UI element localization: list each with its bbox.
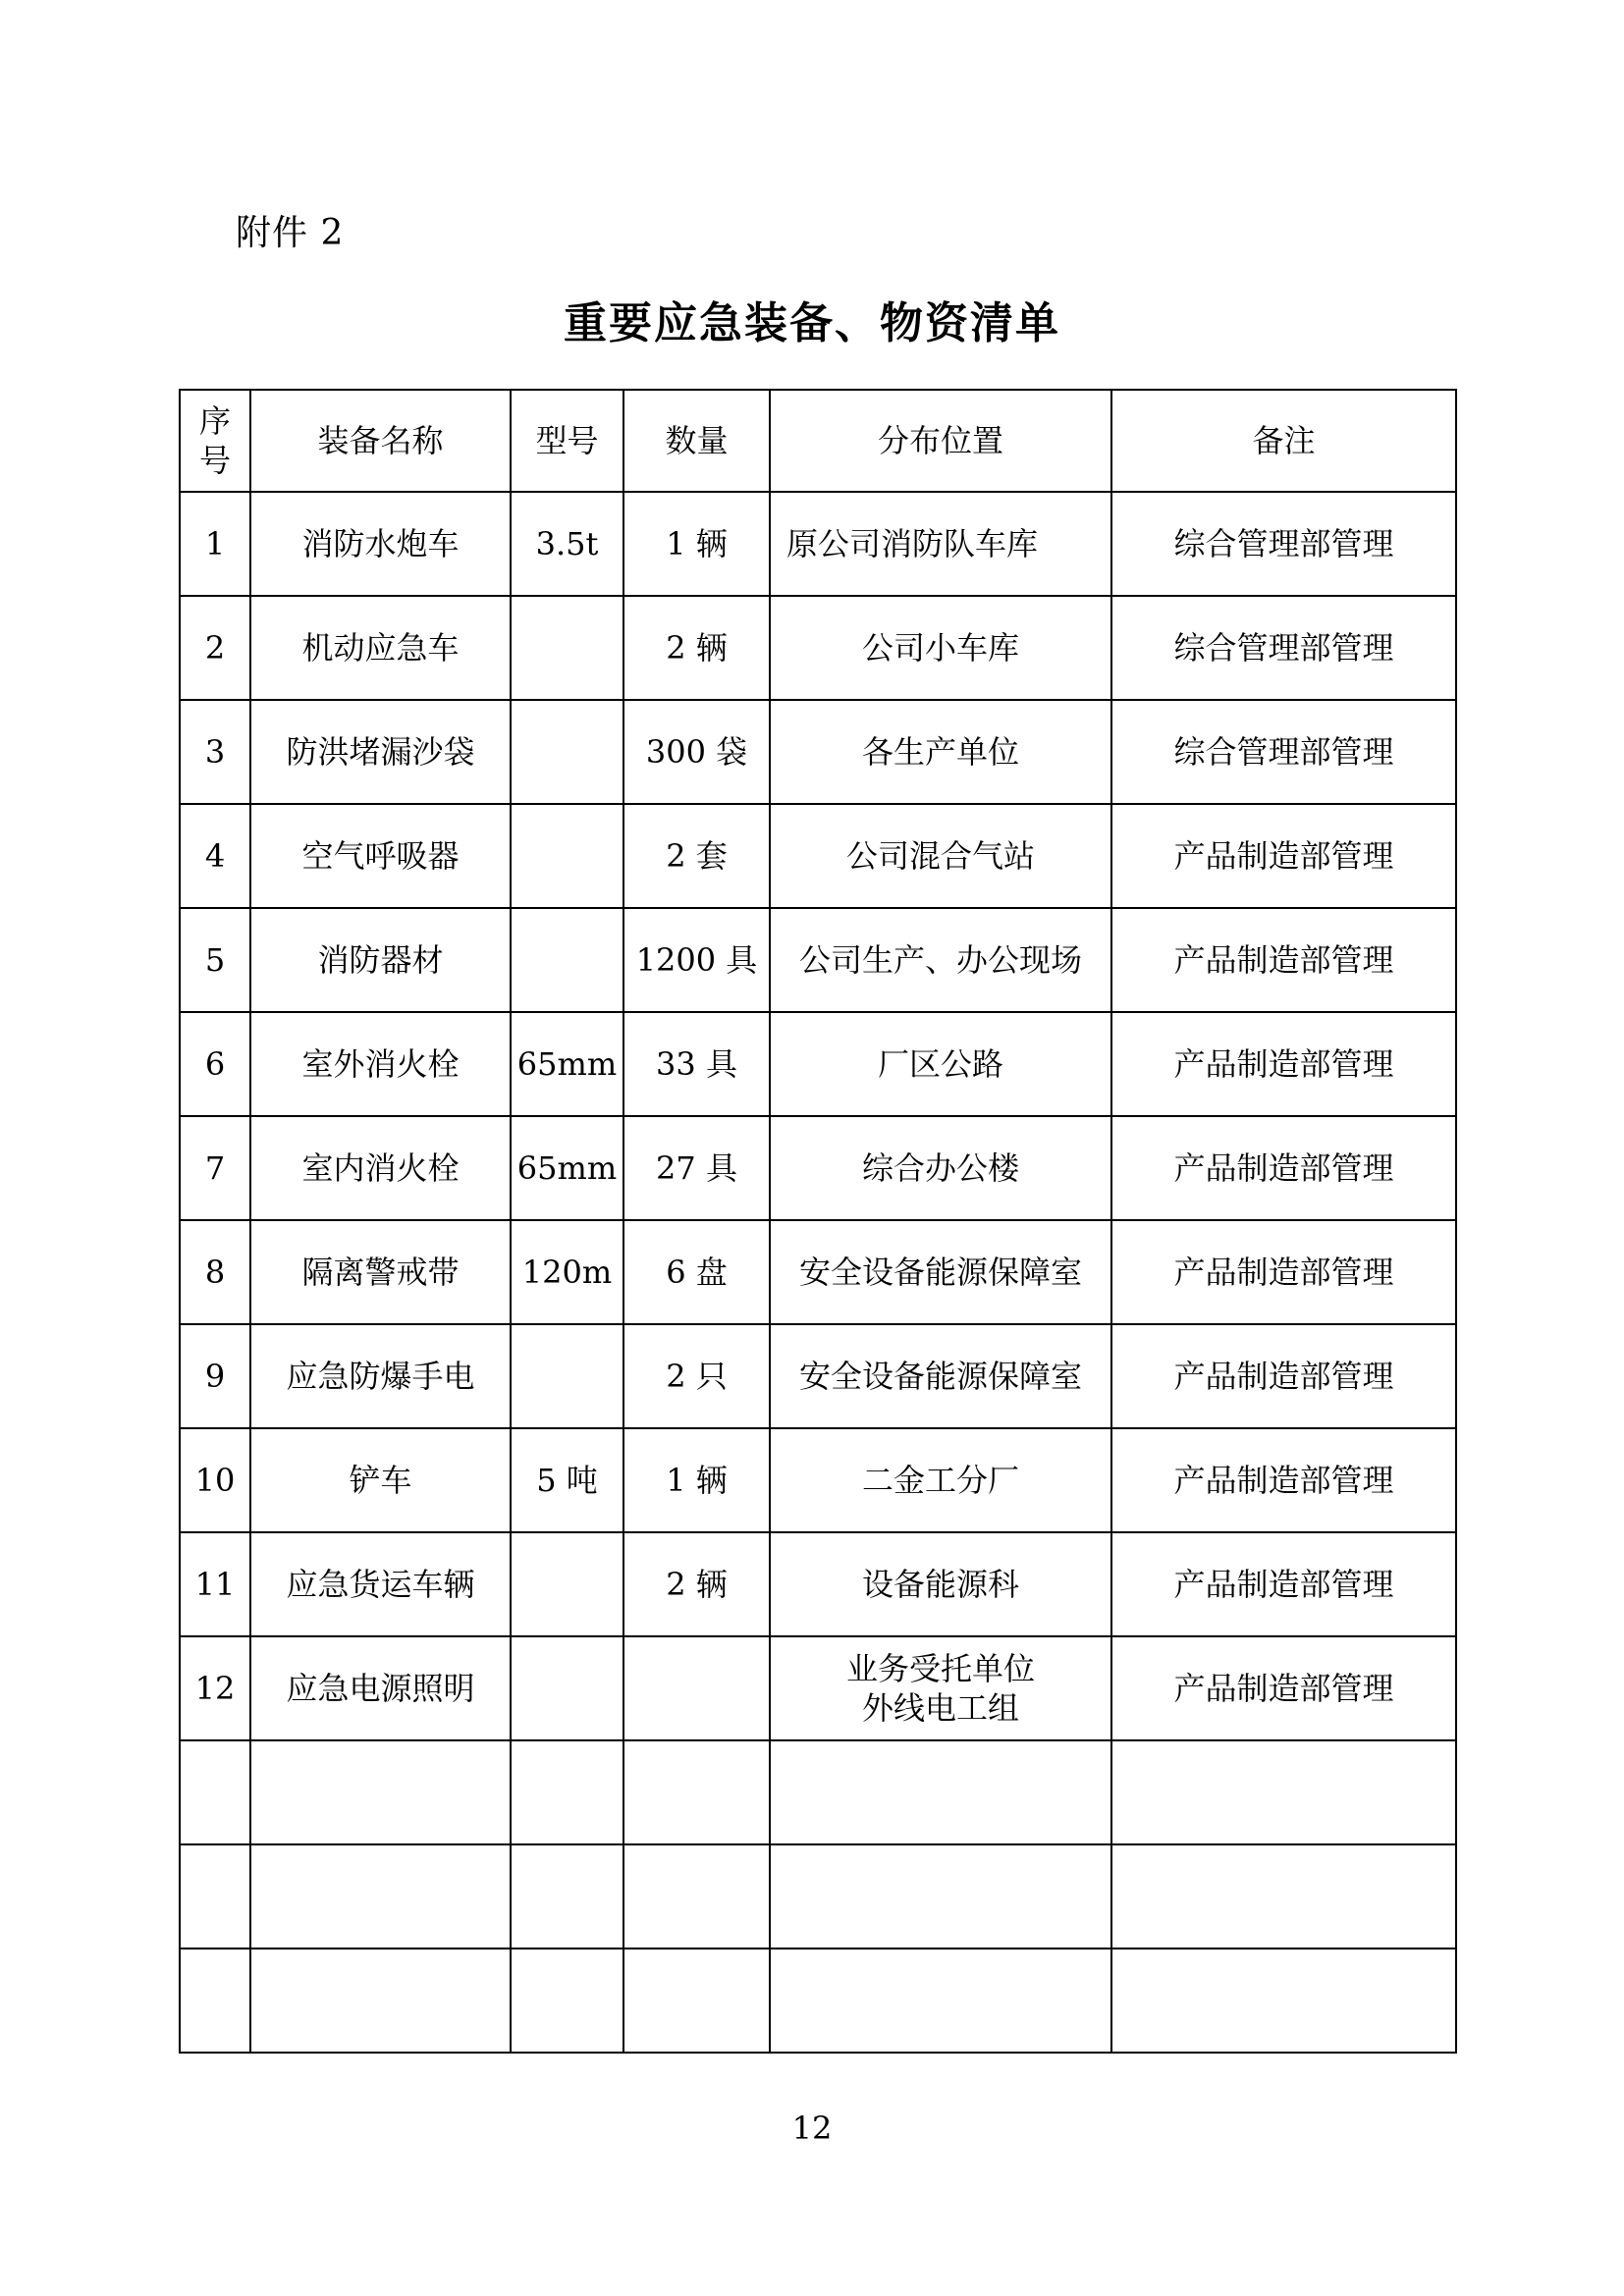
cell-quantity: 300 袋 xyxy=(623,700,770,804)
cell-seq: 8 xyxy=(180,1220,250,1324)
table-row xyxy=(180,908,1456,1012)
empty-cell xyxy=(180,1844,250,1949)
empty-table-row xyxy=(180,1949,1456,2053)
cell-model xyxy=(511,700,623,804)
cell-name: 机动应急车 xyxy=(250,596,511,700)
cell-quantity: 27 具 xyxy=(623,1116,770,1220)
cell-model xyxy=(511,804,623,908)
cell-name: 室内消火栓 xyxy=(250,1116,511,1220)
table-row xyxy=(180,1532,1456,1636)
empty-cell xyxy=(623,1740,770,1844)
table-header-row xyxy=(180,390,1456,492)
cell-name: 铲车 xyxy=(250,1428,511,1532)
header-seq xyxy=(180,390,250,492)
cell-remark: 产品制造部管理 xyxy=(1111,1116,1456,1220)
cell-quantity: 6 盘 xyxy=(623,1220,770,1324)
table-row xyxy=(180,1324,1456,1428)
cell-seq: 3 xyxy=(180,700,250,804)
header-model: 型号 xyxy=(511,390,623,492)
cell-location: 设备能源科 xyxy=(770,1532,1111,1636)
table-row xyxy=(180,1220,1456,1324)
attachment-label: 附件 2 xyxy=(236,213,345,253)
cell-name: 消防器材 xyxy=(250,908,511,1012)
cell-model: 65mm xyxy=(511,1012,623,1116)
header-remark: 备注 xyxy=(1111,390,1456,492)
table-row xyxy=(180,1012,1456,1116)
cell-seq: 6 xyxy=(180,1012,250,1116)
cell-location-line1: 业务受托单位 xyxy=(845,1650,1035,1687)
empty-cell xyxy=(511,1740,623,1844)
cell-location: 公司小车库 xyxy=(770,596,1111,700)
header-location: 分布位置 xyxy=(770,390,1111,492)
empty-cell xyxy=(1111,1740,1456,1844)
cell-name: 消防水炮车 xyxy=(250,492,511,596)
cell-seq: 9 xyxy=(180,1324,250,1428)
cell-location: 厂区公路 xyxy=(770,1012,1111,1116)
cell-seq: 1 xyxy=(180,492,250,596)
cell-model xyxy=(511,908,623,1012)
cell-name: 应急货运车辆 xyxy=(250,1532,511,1636)
cell-model: 5 吨 xyxy=(511,1428,623,1532)
cell-quantity: 2 套 xyxy=(623,804,770,908)
cell-model xyxy=(511,596,623,700)
empty-cell xyxy=(250,1949,511,2053)
cell-seq: 4 xyxy=(180,804,250,908)
cell-seq: 10 xyxy=(180,1428,250,1532)
cell-location: 安全设备能源保障室 xyxy=(770,1324,1111,1428)
empty-cell xyxy=(770,1949,1111,2053)
empty-cell xyxy=(770,1740,1111,1844)
cell-location xyxy=(770,1636,1111,1740)
header-seq-line2: 号 xyxy=(198,442,231,479)
cell-remark: 产品制造部管理 xyxy=(1111,1012,1456,1116)
table-row xyxy=(180,596,1456,700)
empty-table-row xyxy=(180,1844,1456,1949)
cell-seq: 11 xyxy=(180,1532,250,1636)
cell-seq: 5 xyxy=(180,908,250,1012)
cell-remark: 产品制造部管理 xyxy=(1111,908,1456,1012)
empty-cell xyxy=(511,1844,623,1949)
table-row xyxy=(180,1116,1456,1220)
empty-cell xyxy=(623,1949,770,2053)
cell-name: 防洪堵漏沙袋 xyxy=(250,700,511,804)
cell-model: 65mm xyxy=(511,1116,623,1220)
cell-location: 各生产单位 xyxy=(770,700,1111,804)
cell-remark: 产品制造部管理 xyxy=(1111,1636,1456,1740)
cell-model: 3.5t xyxy=(511,492,623,596)
cell-name: 应急防爆手电 xyxy=(250,1324,511,1428)
cell-quantity: 1 辆 xyxy=(623,1428,770,1532)
cell-quantity: 2 辆 xyxy=(623,596,770,700)
cell-location: 原公司消防队车库 xyxy=(770,492,1111,596)
cell-seq: 12 xyxy=(180,1636,250,1740)
cell-quantity: 2 辆 xyxy=(623,1532,770,1636)
cell-remark: 产品制造部管理 xyxy=(1111,1532,1456,1636)
cell-name: 空气呼吸器 xyxy=(250,804,511,908)
empty-table-row xyxy=(180,1740,1456,1844)
cell-quantity: 33 具 xyxy=(623,1012,770,1116)
empty-cell xyxy=(511,1949,623,2053)
cell-quantity: 2 只 xyxy=(623,1324,770,1428)
cell-location: 公司生产、办公现场 xyxy=(770,908,1111,1012)
cell-remark: 综合管理部管理 xyxy=(1111,596,1456,700)
cell-remark: 产品制造部管理 xyxy=(1111,1428,1456,1532)
table-row xyxy=(180,700,1456,804)
empty-cell xyxy=(180,1949,250,2053)
cell-name: 室外消火栓 xyxy=(250,1012,511,1116)
cell-seq: 2 xyxy=(180,596,250,700)
empty-cell xyxy=(1111,1844,1456,1949)
cell-quantity xyxy=(623,1636,770,1740)
equipment-table xyxy=(179,389,1457,2054)
cell-remark: 综合管理部管理 xyxy=(1111,700,1456,804)
cell-seq: 7 xyxy=(180,1116,250,1220)
cell-location: 安全设备能源保障室 xyxy=(770,1220,1111,1324)
cell-location-line2: 外线电工组 xyxy=(861,1689,1019,1727)
cell-quantity: 1200 具 xyxy=(623,908,770,1012)
cell-remark: 综合管理部管理 xyxy=(1111,492,1456,596)
cell-location: 二金工分厂 xyxy=(770,1428,1111,1532)
table-row xyxy=(180,1428,1456,1532)
cell-quantity: 1 辆 xyxy=(623,492,770,596)
cell-model xyxy=(511,1636,623,1740)
cell-model xyxy=(511,1324,623,1428)
header-seq-line1: 序 xyxy=(198,402,231,440)
empty-cell xyxy=(250,1844,511,1949)
empty-cell xyxy=(180,1740,250,1844)
cell-remark: 产品制造部管理 xyxy=(1111,804,1456,908)
empty-cell xyxy=(770,1844,1111,1949)
table-row xyxy=(180,492,1456,596)
cell-remark: 产品制造部管理 xyxy=(1111,1220,1456,1324)
page-number: 12 xyxy=(791,2109,833,2147)
table-row xyxy=(180,804,1456,908)
empty-cell xyxy=(1111,1949,1456,2053)
document-title: 重要应急装备、物资清单 xyxy=(564,298,1060,348)
empty-cell xyxy=(623,1844,770,1949)
header-name: 装备名称 xyxy=(250,390,511,492)
cell-location: 综合办公楼 xyxy=(770,1116,1111,1220)
empty-cell xyxy=(250,1740,511,1844)
cell-name: 应急电源照明 xyxy=(250,1636,511,1740)
cell-location: 公司混合气站 xyxy=(770,804,1111,908)
cell-model: 120m xyxy=(511,1220,623,1324)
table-row xyxy=(180,1636,1456,1740)
cell-remark: 产品制造部管理 xyxy=(1111,1324,1456,1428)
header-quantity: 数量 xyxy=(623,390,770,492)
cell-model xyxy=(511,1532,623,1636)
cell-name: 隔离警戒带 xyxy=(250,1220,511,1324)
